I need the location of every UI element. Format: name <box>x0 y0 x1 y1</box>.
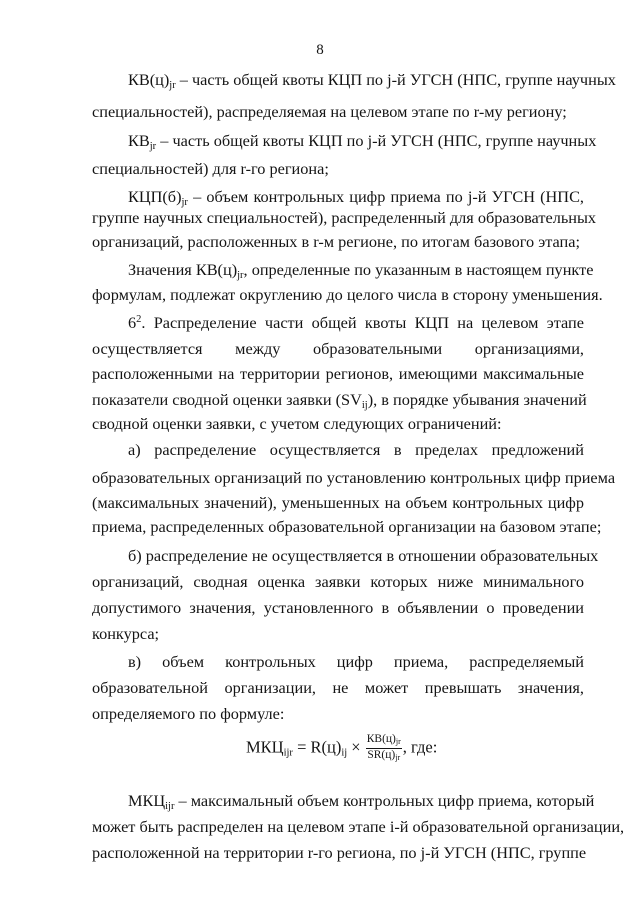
text-line: допустимого значения, установленного в объявлении о проведении <box>92 598 584 617</box>
text-line: сводной оценки заявки, с учетом следующих ограничений: <box>92 414 502 433</box>
text-line: а) распределение осуществляется в пределах предложений <box>128 440 584 459</box>
text-line: расположенными на территории регионов, имеющими максимальные <box>92 364 584 383</box>
formula-fraction: $\frac{КВ(ц)jr}{SR(ц)jr}$ <box>366 733 401 762</box>
text-line: определяемого по формуле: <box>92 704 285 723</box>
text-line: формулам, подлежат округлению до целого числа в сторону уменьшения. <box>92 285 603 304</box>
page-number: 8 <box>316 42 324 58</box>
text-line: приема, распределенных образовательной организации на базовом этапе; <box>92 517 602 536</box>
text-line: Значения КВ(ц)jr, определенные по указанным в настоящем пункте <box>128 260 594 281</box>
text-line: конкурса; <box>92 624 160 643</box>
text-line: показатели сводной оценки заявки (SVij), в порядке убывания значений <box>92 390 587 411</box>
text-line: осуществляется между образовательными организациями, <box>92 339 584 358</box>
text-line: организаций, расположенных в r-м регионе, по итогам базового этапа; <box>92 232 581 251</box>
text-line: может быть распределен на целевом этапе i-й образовательной организации, <box>92 817 625 836</box>
text-line: расположенной на территории r-го региона, по j-й УГСН (НПС, группе <box>92 843 587 862</box>
text-line: МКЦijr – максимальный объем контрольных цифр приема, который <box>128 791 595 812</box>
text-line: группе научных специальностей), распределенный для образовательных <box>92 208 597 227</box>
formula: МКЦijr = R(ц)ij × $\frac{КВ(ц)jr}{SR(ц)jr}$ , где: <box>246 733 438 762</box>
text-line: образовательной организации, не может превышать значения, <box>92 678 584 697</box>
text-line: образовательных организаций по установлению контрольных цифр приема <box>92 468 616 487</box>
text-line: в) объем контрольных цифр приема, распределяемый <box>128 652 584 671</box>
text-line: КЦП(б)jr – объем контрольных цифр приема по j-й УГСН (НПС, <box>128 187 584 208</box>
text-line: б) распределение не осуществляется в отношении образовательных <box>128 546 599 565</box>
text-line: КВjr – часть общей квоты КЦП по j-й УГСН (НПС, группе научных <box>128 131 597 152</box>
text-line: специальностей) для r-го региона; <box>92 159 329 178</box>
text-line: специальностей), распределяемая на целевом этапе по r-му региону; <box>92 102 567 121</box>
text-line: $6^2$. Распределение части общей квоты КЦП на целевом этапе <box>128 313 584 332</box>
text-line: (максимальных значений), уменьшенных на объем контрольных цифр <box>92 493 584 512</box>
text-line: КВ(ц)jr – часть общей квоты КЦП по j-й УГСН (НПС, группе научных <box>128 70 616 91</box>
text-line: организаций, сводная оценка заявки которых ниже минимального <box>92 572 584 591</box>
